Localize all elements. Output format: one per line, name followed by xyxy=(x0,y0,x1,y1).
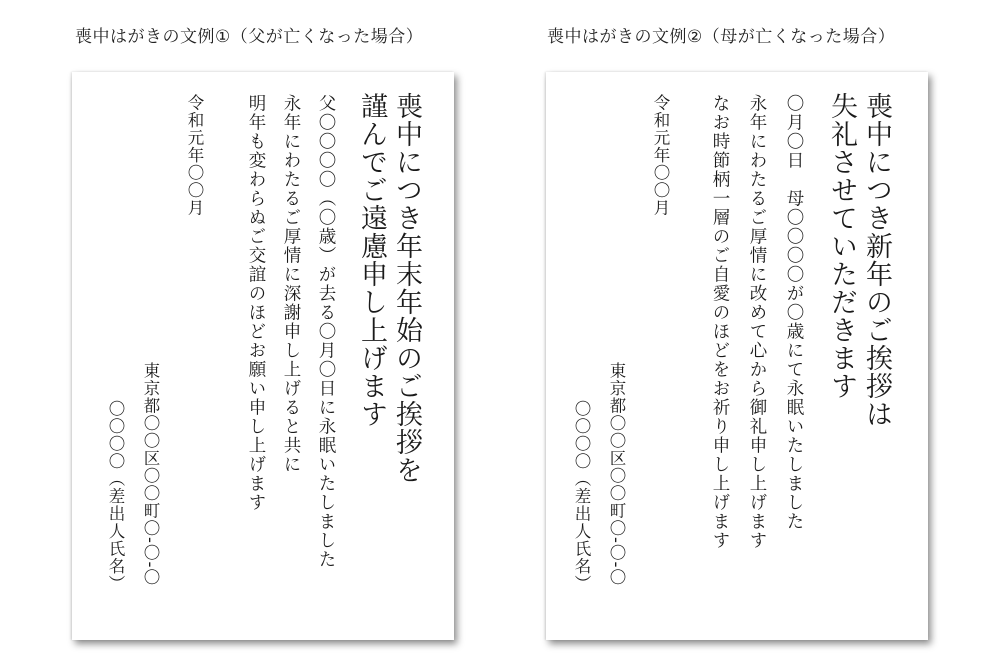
heading-line-1: 喪中につき新年のご挨拶は xyxy=(861,92,892,428)
sender-address: 東京都〇〇区〇〇町〇-〇-〇 xyxy=(141,362,160,586)
heading-line-2: 失礼させていただきます xyxy=(826,92,857,400)
body-line-1: 〇月〇日 母〇〇〇〇が〇歳にて永眠いたしました xyxy=(784,94,804,531)
postcard-example-1 xyxy=(72,72,454,640)
sender-name: 〇〇〇〇（差出人氏名） xyxy=(572,400,591,593)
date: 令和元年〇〇月 xyxy=(651,94,670,217)
body-line-2: 永年にわたるご厚情に改めて心から御礼申し上げます xyxy=(747,94,767,550)
body-line-2: 永年にわたるご厚情に深謝申し上げると共に xyxy=(281,94,301,474)
body-line-3: 明年も変わらぬご交誼のほどお願い申し上げます xyxy=(246,94,266,512)
heading-line-2: 謹んでご遠慮申し上げます xyxy=(356,92,387,428)
date: 令和元年〇〇月 xyxy=(185,94,204,217)
body-line-1: 父〇〇〇〇（〇歳）が去る〇月〇日に永眠いたしました xyxy=(316,94,336,569)
example1-caption: 喪中はがきの文例①（父が亡くなった場合） xyxy=(75,27,424,47)
postcard-example-2 xyxy=(546,72,928,640)
sender-name: 〇〇〇〇（差出人氏名） xyxy=(106,400,125,593)
body-line-3: なお時節柄一層のご自愛のほどをお祈り申し上げます xyxy=(710,94,730,550)
sender-address: 東京都〇〇区〇〇町〇-〇-〇 xyxy=(607,362,626,586)
example2-caption: 喪中はがきの文例②（母が亡くなった場合） xyxy=(547,27,896,47)
heading-line-1: 喪中につき年末年始のご挨拶を xyxy=(391,92,422,484)
